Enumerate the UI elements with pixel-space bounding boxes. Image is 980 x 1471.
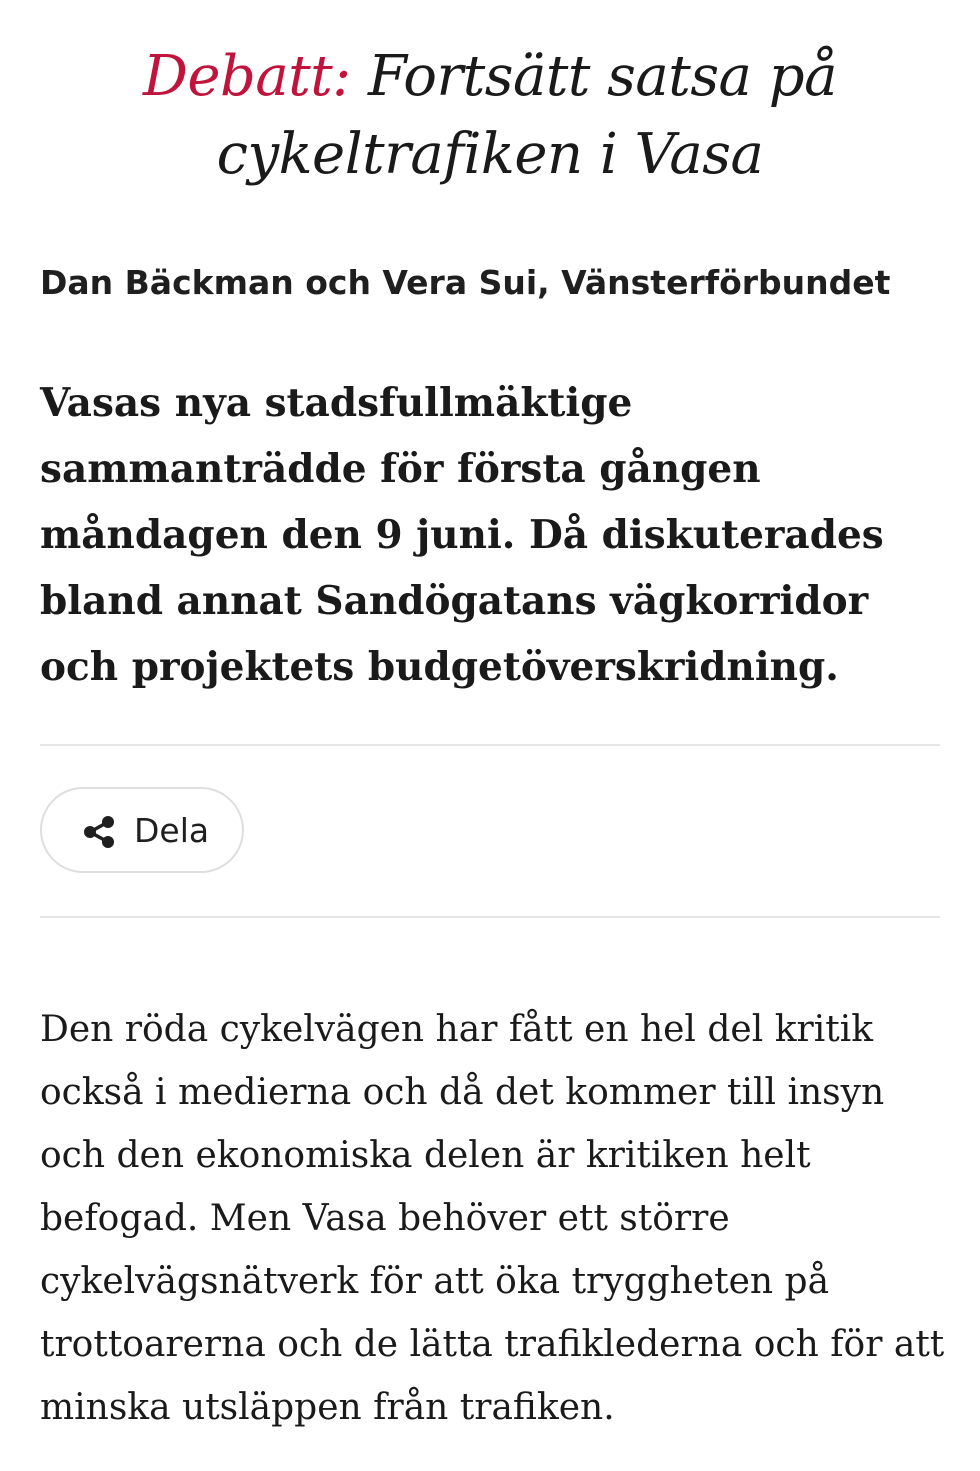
article-headline [40,38,940,194]
share-button[interactable] [40,787,244,873]
share-icon [82,815,116,849]
divider [40,744,940,746]
article-body-paragraph: Den röda cykelvägen har fått en hel del kritik också i medierna och då det kommer till insyn och den ekonomiska delen är kritiken helt befogad. Men Vasa behöver ett större cykelvägsnätverk för att öka tryggheten på trottoarerna och de lätta trafiklederna och för att minska utsläppen från trafiken. [40,1009,945,1428]
divider [40,916,940,918]
article-byline: Dan Bäckman och Vera Sui, Vänsterförbundet [40,263,891,302]
headline-kicker: Debatt: [143,44,351,109]
share-label: Dela [134,811,210,850]
article-lead: Vasas nya stadsfullmäktige sammanträdde för första gången måndagen den 9 juni. Då diskuterades bland annat Sandögatans vägkorridor och projektets budgetöverskridning. [40,380,884,690]
headline-title: Fortsätt satsa på cykeltrafiken i Vasa [216,44,837,187]
